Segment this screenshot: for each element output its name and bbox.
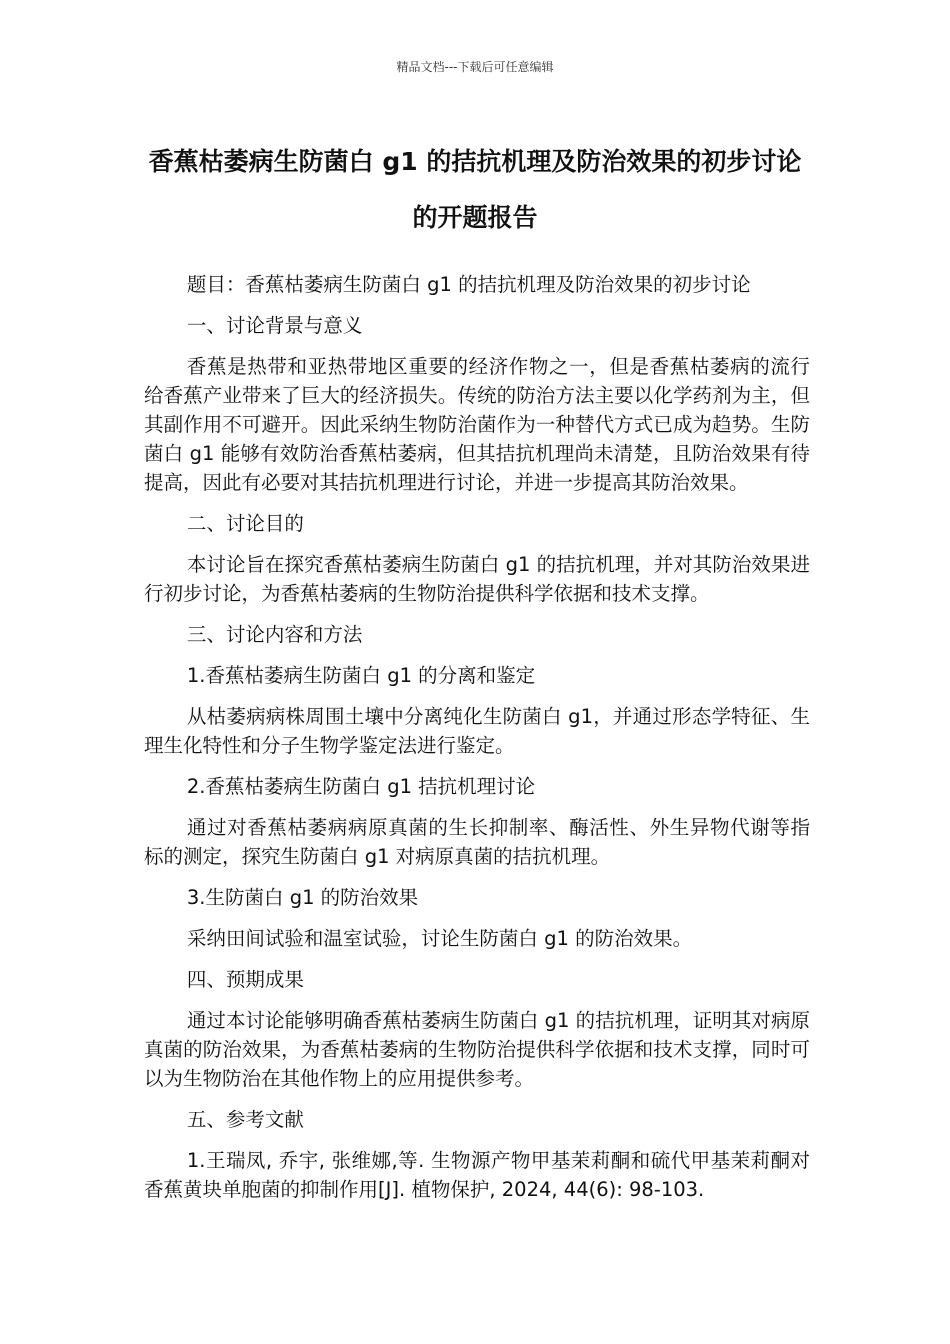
section-heading-content-methods: 三、讨论内容和方法	[186, 623, 363, 646]
document-title: 香蕉枯萎病生防菌白 g1 的拮抗机理及防治效果的初步讨论的开题报告	[148, 147, 802, 232]
document-body	[144, 270, 810, 1216]
section-heading-expected-results: 四、预期成果	[186, 968, 304, 991]
paragraph-background: 香蕉是热带和亚热带地区重要的经济作物之一，但是香蕉枯萎病的流行给香蕉产业带来了巨大的经济损失。传统的防治方法主要以化学药剂为主，但其副作用不可避开。因此采纳生物防治菌作为一种替代方式已成为趋势。生防菌白 g1 能够有效防治香蕉枯萎病，但其拮抗机理尚未清楚，且防治效果有待提高，因此有必要对其拮抗机理进行讨论，并进一步提高其防治效果。	[144, 355, 810, 494]
topic-line: 题目：香蕉枯萎病生防菌白 g1 的拮抗机理及防治效果的初步讨论	[186, 273, 751, 296]
subheading-isolation: 1.香蕉枯萎病生防菌白 g1 的分离和鉴定	[186, 664, 536, 687]
paragraph-expected-results: 通过本讨论能够明确香蕉枯萎病生防菌白 g1 的拮抗机理，证明其对病原真菌的防治效果，为香蕉枯萎病的生物防治提供科学依据和技术支撑，同时可以为生物防治在其他作物上的应用提供参考。	[144, 1009, 810, 1090]
section-heading-background: 一、讨论背景与意义	[186, 314, 363, 337]
section-heading-references: 五、参考文献	[186, 1108, 304, 1131]
paragraph-mechanism: 通过对香蕉枯萎病病原真菌的生长抑制率、酶活性、外生异物代谢等指标的测定，探究生防菌白 g1 对病原真菌的拮抗机理。	[144, 816, 810, 868]
paragraph-purpose: 本讨论旨在探究香蕉枯萎病生防菌白 g1 的拮抗机理，并对其防治效果进行初步讨论，为香蕉枯萎病的生物防治提供科学依据和技术支撑。	[144, 553, 810, 605]
reference-item: 1.王瑞凤, 乔宇, 张维娜,等. 生物源产物甲基茉莉酮和硫代甲基茉莉酮对香蕉黄块单胞菌的抑制作用[J]. 植物保护, 2024, 44(6): 98-103.	[144, 1149, 810, 1201]
subheading-mechanism: 2.香蕉枯萎病生防菌白 g1 拮抗机理讨论	[186, 775, 536, 798]
subheading-control-effect: 3.生防菌白 g1 的防治效果	[186, 886, 419, 909]
paragraph-isolation: 从枯萎病病株周围土壤中分离纯化生防菌白 g1，并通过形态学特征、生理生化特性和分子生物学鉴定法进行鉴定。	[144, 705, 810, 757]
section-heading-purpose: 二、讨论目的	[186, 512, 304, 535]
page-header-watermark: 精品文档---下载后可任意编辑	[396, 60, 554, 74]
paragraph-control-effect: 采纳田间试验和温室试验，讨论生防菌白 g1 的防治效果。	[186, 927, 693, 950]
